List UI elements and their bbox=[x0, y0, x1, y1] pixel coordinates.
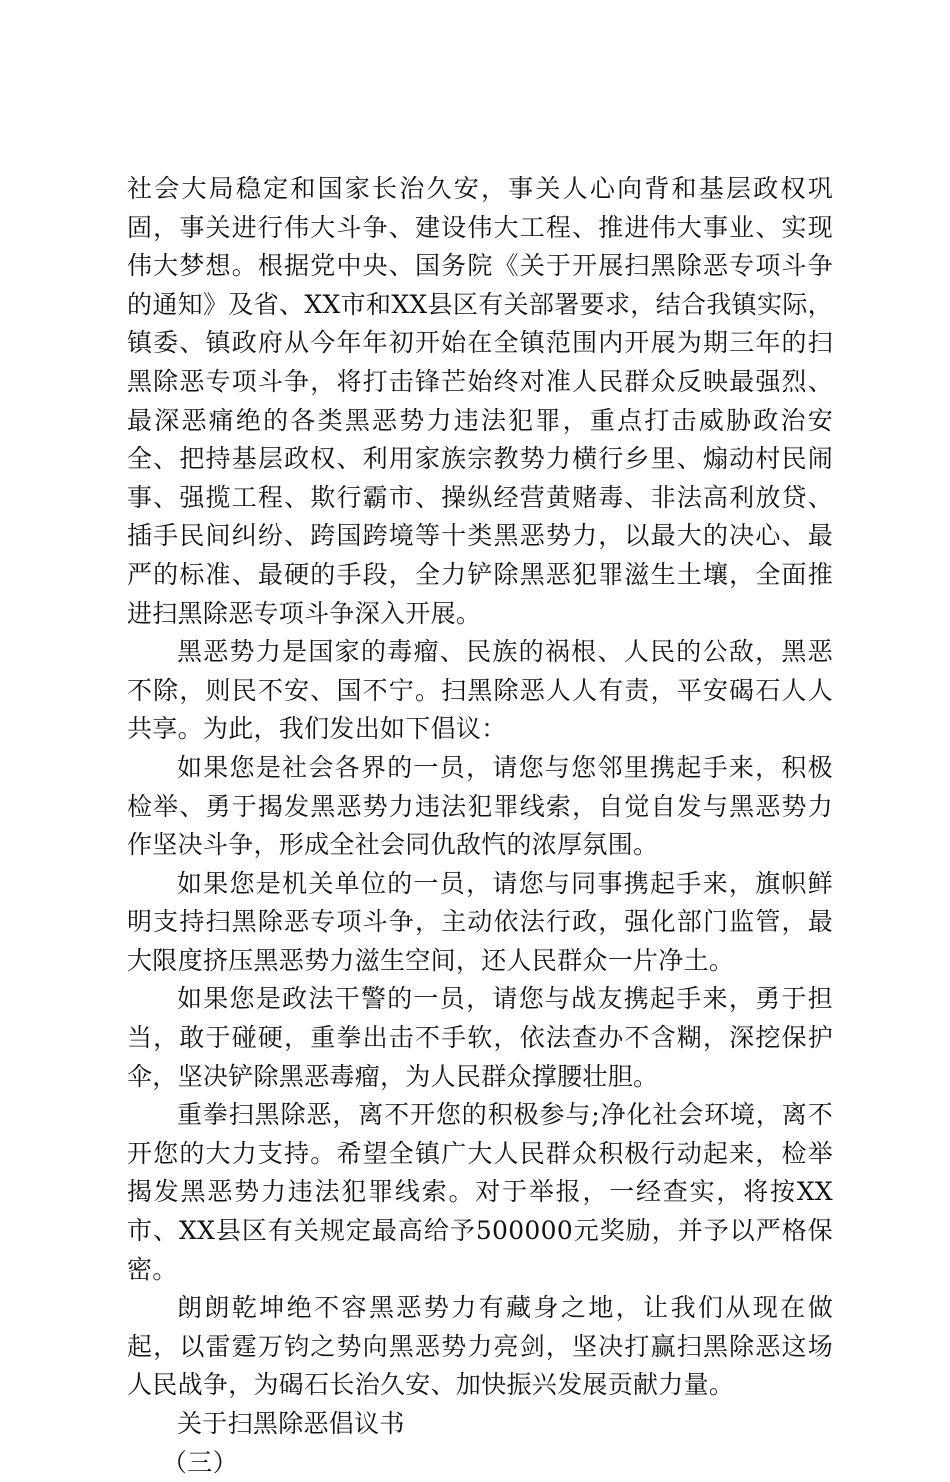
next-document-title: 关于扫黑除恶倡议书 bbox=[177, 1409, 405, 1438]
document-body bbox=[127, 170, 833, 1482]
paragraph-2: 黑恶势力是国家的毒瘤、民族的祸根、人民的公敌，黑恶不除，则民不安、国不宁。扫黑除恶人人有责，平安碣石人人共享。为此，我们发出如下倡议： bbox=[127, 637, 833, 744]
paragraph-4: 如果您是机关单位的一员，请您与同事携起手来，旗帜鲜明支持扫黑除恶专项斗争，主动依法行政，强化部门监管，最大限度挤压黑恶势力滋生空间，还人民群众一片净土。 bbox=[127, 868, 833, 975]
paragraph-3: 如果您是社会各界的一员，请您与您邻里携起手来，积极检举、勇于揭发黑恶势力违法犯罪线索，自觉自发与黑恶势力作坚决斗争，形成全社会同仇敌忾的浓厚氛围。 bbox=[127, 752, 833, 860]
paragraph-5: 如果您是政法干警的一员，请您与战友携起手来，勇于担当，敢于碰硬，重拳出击不手软，依法查办不含糊，深挖保护伞，坚决铲除黑恶毒瘤，为人民群众撑腰壮胆。 bbox=[127, 984, 833, 1091]
paragraph-6: 重拳扫黑除恶，离不开您的积极参与;净化社会环境，离不开您的大力支持。希望全镇广大人民群众积极行动起来，检举揭发黑恶势力违法犯罪线索。对于举报，一经查实，将按XX市、XX县区有关规定最高给予500000元奖励，并予以严格保密。 bbox=[127, 1100, 833, 1284]
paragraph-7: 朗朗乾坤绝不容黑恶势力有藏身之地，让我们从现在做起，以雷霆万钧之势向黑恶势力亮剑，坚决打赢扫黑除恶这场人民战争，为碣石长治久安、加快振兴发展贡献力量。 bbox=[127, 1293, 833, 1400]
paragraph-1: 社会大局稳定和国家长治久安，事关人心向背和基层政权巩固，事关进行伟大斗争、建设伟大工程、推进伟大事业、实现伟大梦想。根据党中央、国务院《关于开展扫黑除恶专项斗争的通知》及省、XX市和XX县区有关部署要求，结合我镇实际，镇委、镇政府从今年年初开始在全镇范围内开展为期三年的扫黑除恶专项斗争，将打击锋芒始终对准人民群众反映最强烈、最深恶痛绝的各类黑恶势力违法犯罪，重点打击威胁政治安全、把持基层政权、利用家族宗教势力横行乡里、煽动村民闹事、强揽工程、欺行霸市、操纵经营黄赌毒、非法高利放贷、插手民间纠纷、跨国跨境等十类黑恶势力，以最大的决心、最严的标准、最硬的手段，全力铲除黑恶犯罪滋生土壤，全面推进扫黑除恶专项斗争深入开展。 bbox=[127, 174, 833, 628]
section-marker: （三） bbox=[162, 1447, 238, 1477]
